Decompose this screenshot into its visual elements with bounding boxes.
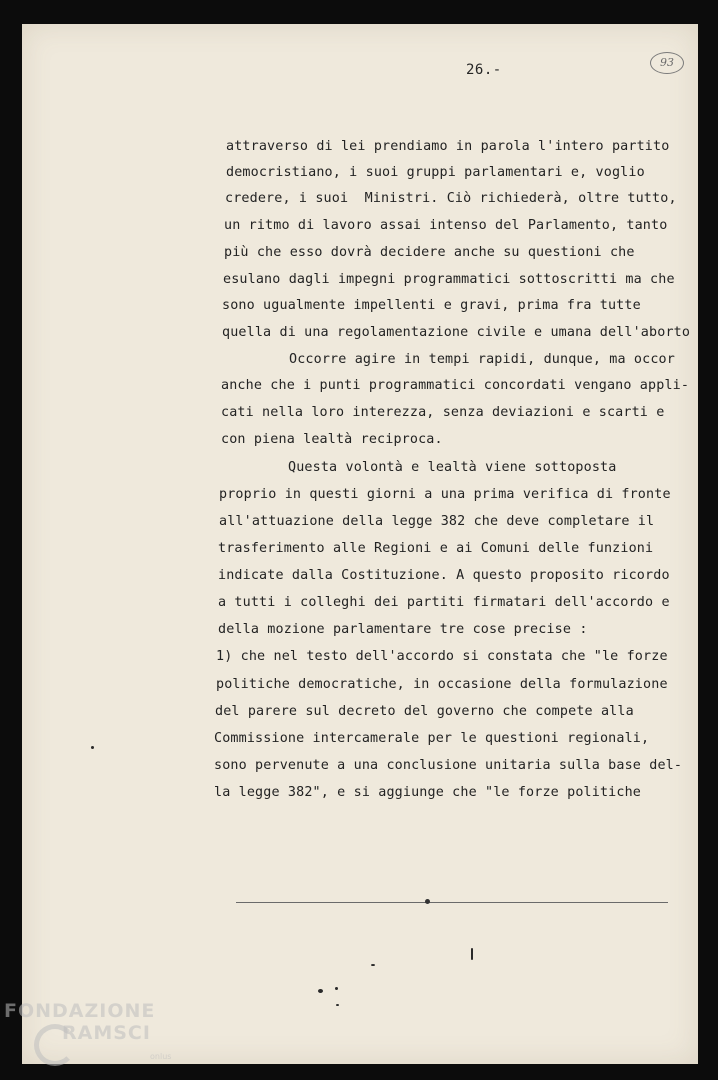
text-line: quella di una regolamentazione civile e umana dell'aborto — [222, 325, 691, 340]
text-line: Commissione intercamerale per le questioni regionali, — [214, 731, 650, 746]
text-line: credere, i suoi Ministri. Ciò richiederà, oltre tutto, — [225, 191, 677, 206]
text-line: esulano dagli impegni programmatici sottoscritti ma che — [223, 272, 675, 287]
text-line: la legge 382", e si aggiunge che "le forze politiche — [214, 785, 642, 800]
text-line: sono pervenute a una conclusione unitaria sulla base del- — [214, 758, 683, 773]
watermark-suffix: onlus — [150, 1052, 172, 1061]
page-divider-line — [236, 902, 668, 903]
ink-speck — [91, 746, 94, 749]
text-line: con piena lealtà reciproca. — [221, 432, 443, 447]
text-line: più che esso dovrà decidere anche su questioni che — [224, 245, 635, 260]
text-line: democristiano, i suoi gruppi parlamentari e, voglio — [226, 165, 645, 180]
text-line: attraverso di lei prendiamo in parola l'intero partito — [226, 139, 670, 154]
text-line: Questa volontà e lealtà viene sottoposta — [288, 460, 617, 475]
fondazione-gramsci-watermark — [4, 1000, 204, 1080]
text-line: cati nella loro interezza, senza deviazioni e scarti e — [221, 405, 665, 420]
text-line: all'attuazione della legge 382 che deve completare il — [219, 514, 655, 529]
text-line: a tutti i colleghi dei partiti firmatari dell'accordo e — [218, 595, 670, 610]
text-line: indicate dalla Costituzione. A questo proposito ricordo — [218, 568, 670, 583]
page-number: 26.- — [466, 62, 502, 78]
ink-dot — [425, 899, 430, 904]
text-line: della mozione parlamentare tre cose precise : — [218, 622, 588, 637]
text-line: politiche democratiche, in occasione della formulazione — [216, 677, 668, 692]
ink-speck — [371, 964, 375, 966]
watermark-subtitle: RAMSCI — [62, 1022, 151, 1044]
text-line: anche che i punti programmatici concordati vengano appli- — [221, 378, 690, 393]
ink-speck — [336, 1004, 339, 1006]
text-line: proprio in questi giorni a una prima verifica di fronte — [219, 487, 671, 502]
ink-speck — [471, 948, 473, 960]
archive-number-stamp: 93 — [650, 52, 684, 74]
text-line: 1) che nel testo dell'accordo si constata che "le forze — [216, 649, 668, 664]
text-line: del parere sul decreto del governo che compete alla — [215, 704, 634, 719]
ink-speck — [335, 987, 338, 990]
text-line: un ritmo di lavoro assai intenso del Parlamento, tanto — [224, 218, 668, 233]
text-line: trasferimento alle Regioni e ai Comuni delle funzioni — [218, 541, 654, 556]
watermark-title: FONDAZIONE — [4, 1000, 156, 1022]
text-line: Occorre agire in tempi rapidi, dunque, ma occor — [289, 352, 675, 367]
text-line: sono ugualmente impellenti e gravi, prima fra tutte — [222, 298, 641, 313]
ink-speck — [318, 989, 323, 993]
